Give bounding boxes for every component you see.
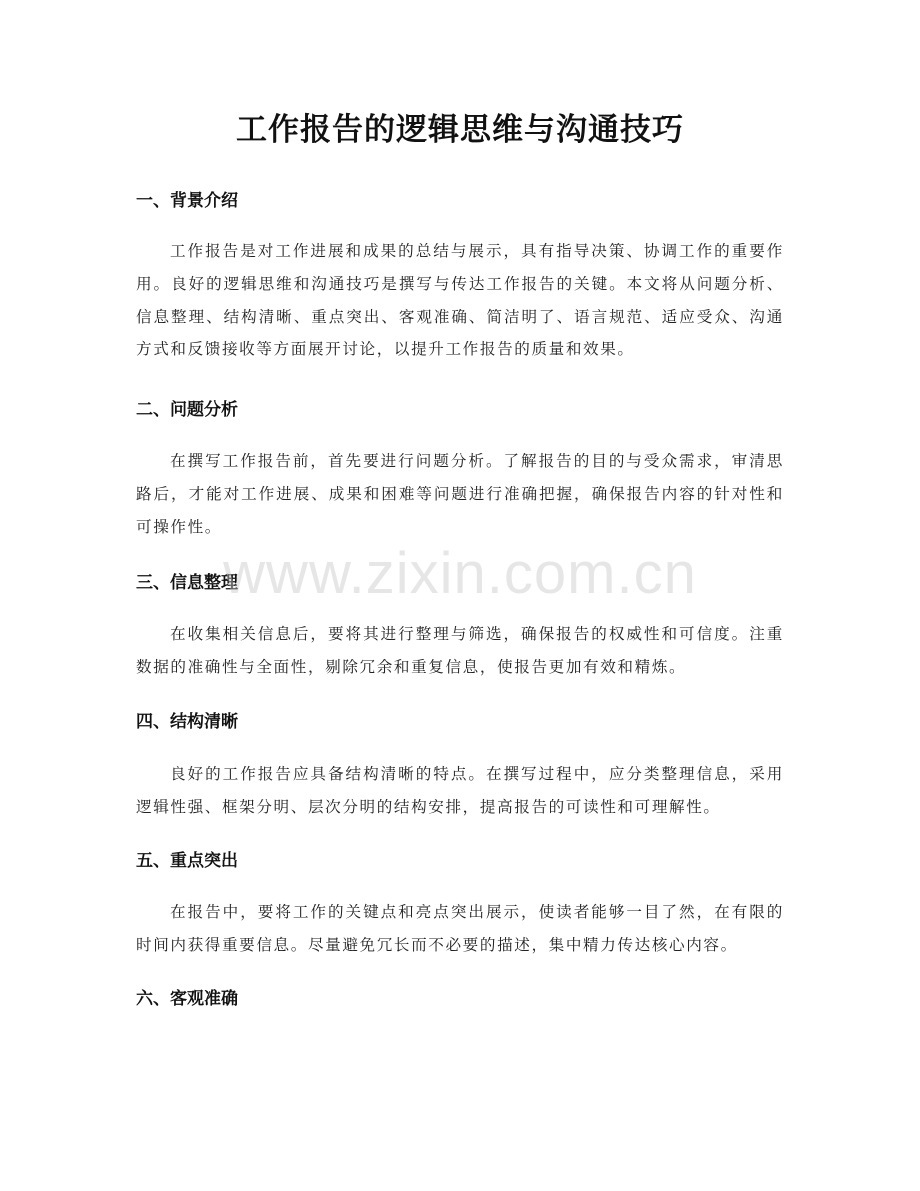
section-paragraph-information-organization: 在收集相关信息后，要将其进行整理与筛选，确保报告的权威性和可信度。注重数据的准确性与全面性，剔除冗余和重复信息，使报告更加有效和精炼。 bbox=[136, 625, 784, 676]
section-paragraph-background: 工作报告是对工作进展和成果的总结与展示，具有指导决策、协调工作的重要作用。良好的逻辑思维和沟通技巧是撰写与传达工作报告的关键。本文将从问题分析、信息整理、结构清晰、重点突出、客观准确、简洁明了、语言规范、适应受众、沟通方式和反馈接收等方面展开讨论，以提升工作报告的质量和效果。 bbox=[136, 242, 784, 359]
section-heading-problem-analysis: 二、问题分析 bbox=[136, 400, 238, 420]
section-heading-background: 一、背景介绍 bbox=[136, 191, 238, 211]
section-heading-information-organization: 三、信息整理 bbox=[136, 573, 238, 593]
document-title: 工作报告的逻辑思维与沟通技巧 bbox=[236, 112, 684, 148]
section-paragraph-problem-analysis: 在撰写工作报告前，首先要进行问题分析。了解报告的目的与受众需求，审清思路后，才能对工作进展、成果和困难等问题进行准确把握，确保报告内容的针对性和可操作性。 bbox=[136, 452, 784, 536]
section-heading-highlight-key-points: 五、重点突出 bbox=[136, 851, 238, 871]
section-paragraph-clear-structure: 良好的工作报告应具备结构清晰的特点。在撰写过程中，应分类整理信息，采用逻辑性强、框架分明、层次分明的结构安排，提高报告的可读性和可理解性。 bbox=[136, 765, 784, 816]
watermark-text: www.zixin.com.cn bbox=[223, 541, 697, 606]
section-paragraph-highlight-key-points: 在报告中，要将工作的关键点和亮点突出展示，使读者能够一目了然，在有限的时间内获得重要信息。尽量避免冗长而不必要的描述，集中精力传达核心内容。 bbox=[136, 903, 784, 954]
section-heading-clear-structure: 四、结构清晰 bbox=[136, 712, 238, 732]
section-heading-objective-accuracy: 六、客观准确 bbox=[136, 989, 238, 1009]
